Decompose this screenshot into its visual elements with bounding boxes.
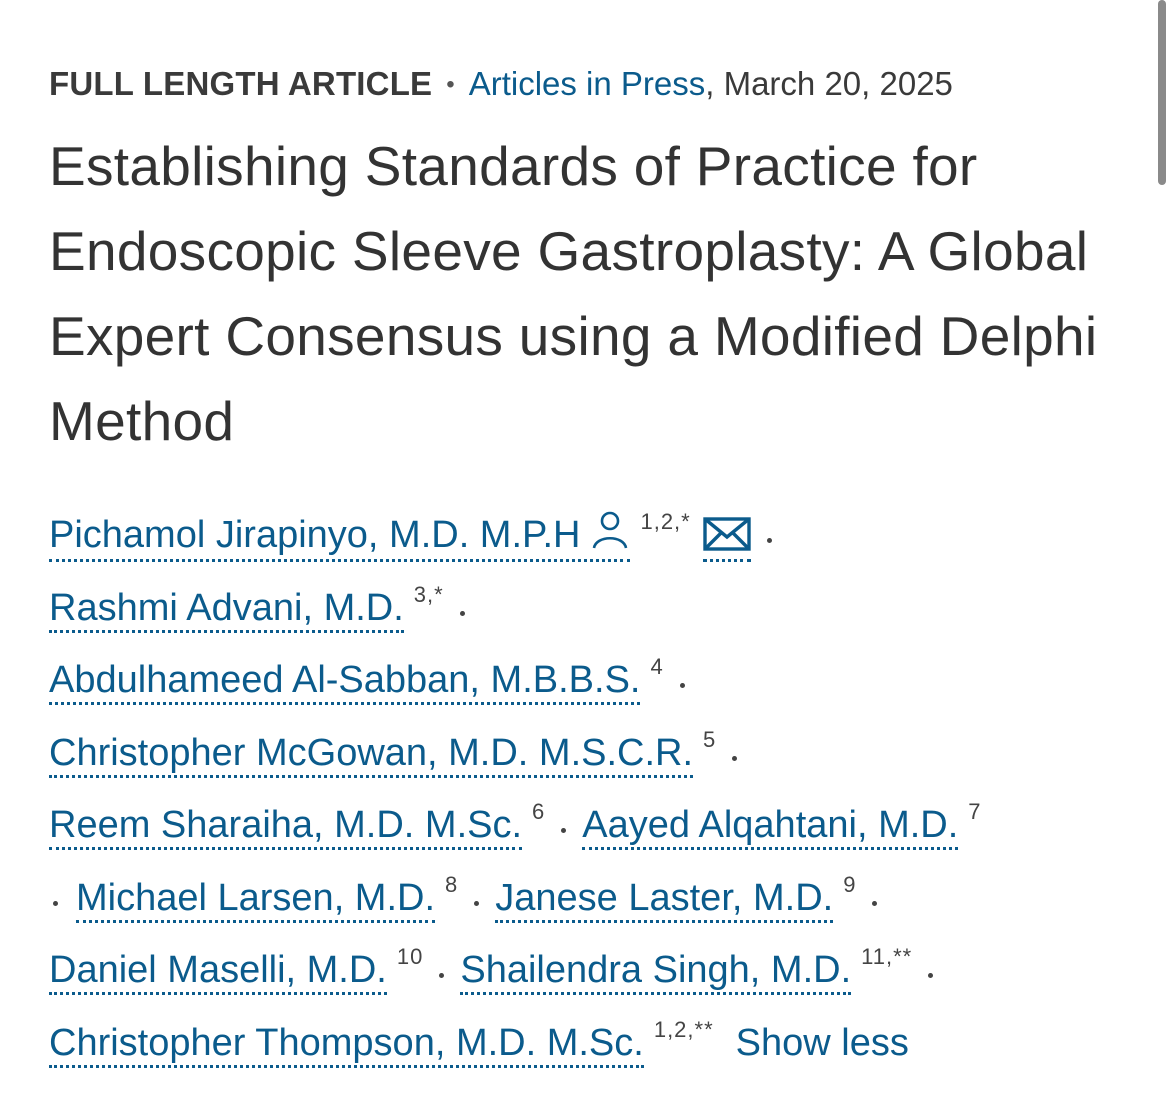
author-row: [49, 559, 1134, 632]
author-affiliation: 8: [445, 871, 459, 897]
author-link[interactable]: Michael Larsen, M.D.: [76, 876, 435, 923]
author-row: [49, 921, 1134, 994]
article-meta: [49, 58, 1134, 110]
author-link[interactable]: Abdulhameed Al-Sabban, M.B.B.S.: [49, 658, 640, 705]
article-title: Establishing Standards of Practice for Endoscopic Sleeve Gastroplasty: A Global Expert Consensus using a Modified Delphi Method: [49, 135, 1098, 452]
author-affiliation: 3,*: [413, 581, 444, 607]
author-link[interactable]: Rashmi Advani, M.D.: [49, 586, 404, 633]
author-separator: [561, 828, 566, 833]
author-affiliation: 9: [843, 871, 857, 897]
author-separator: [928, 973, 933, 978]
author-row: [49, 486, 1134, 559]
person-icon: [590, 509, 630, 559]
author-affiliation: 10: [396, 944, 424, 969]
author-affiliation: 1,2,*: [640, 509, 691, 534]
author-row: [49, 849, 1134, 922]
author-link[interactable]: [49, 509, 630, 562]
author-row: [49, 994, 1134, 1067]
author-link[interactable]: Janese Laster, M.D.: [495, 876, 833, 923]
scrollbar[interactable]: [1158, 0, 1166, 185]
author-separator: [439, 973, 444, 978]
email-author-button[interactable]: [703, 515, 751, 562]
meta-separator: •: [446, 71, 455, 98]
author-separator: [460, 611, 465, 616]
author-affiliation: 6: [532, 799, 546, 824]
author-separator: [767, 538, 772, 543]
author-separator: [872, 901, 877, 906]
show-less-button[interactable]: Show less: [735, 1021, 909, 1064]
author-link[interactable]: Daniel Maselli, M.D.: [49, 948, 387, 995]
author-affiliation: 4: [650, 654, 664, 679]
author-separator: [53, 901, 58, 906]
author-link[interactable]: Reem Sharaiha, M.D. M.Sc.: [49, 803, 522, 850]
author-link[interactable]: Christopher McGowan, M.D. M.S.C.R.: [49, 731, 693, 778]
author-link[interactable]: Christopher Thompson, M.D. M.Sc.: [49, 1021, 644, 1068]
author-row: [49, 631, 1134, 704]
author-separator: [680, 683, 685, 688]
author-link[interactable]: Shailendra Singh, M.D.: [460, 948, 851, 995]
author-name: Pichamol Jirapinyo, M.D. M.P.H: [49, 514, 581, 556]
article-header: [49, 58, 1134, 1066]
publication-date: , March 20, 2025: [705, 65, 953, 102]
author-separator: [732, 756, 737, 761]
author-separator: [474, 901, 479, 906]
envelope-icon: [703, 517, 751, 559]
author-affiliation: 1,2,**: [653, 1016, 714, 1042]
article-type-label: FULL LENGTH ARTICLE: [49, 65, 433, 102]
author-row: [49, 704, 1134, 777]
author-affiliation: 5: [703, 726, 717, 752]
author-list: [49, 486, 1134, 1066]
author-link[interactable]: Aayed Alqahtani, M.D.: [582, 803, 958, 850]
author-affiliation: 7: [968, 799, 982, 824]
author-affiliation: 11,**: [861, 944, 913, 969]
author-row: [49, 776, 1134, 849]
articles-in-press-link[interactable]: Articles in Press: [468, 65, 706, 102]
